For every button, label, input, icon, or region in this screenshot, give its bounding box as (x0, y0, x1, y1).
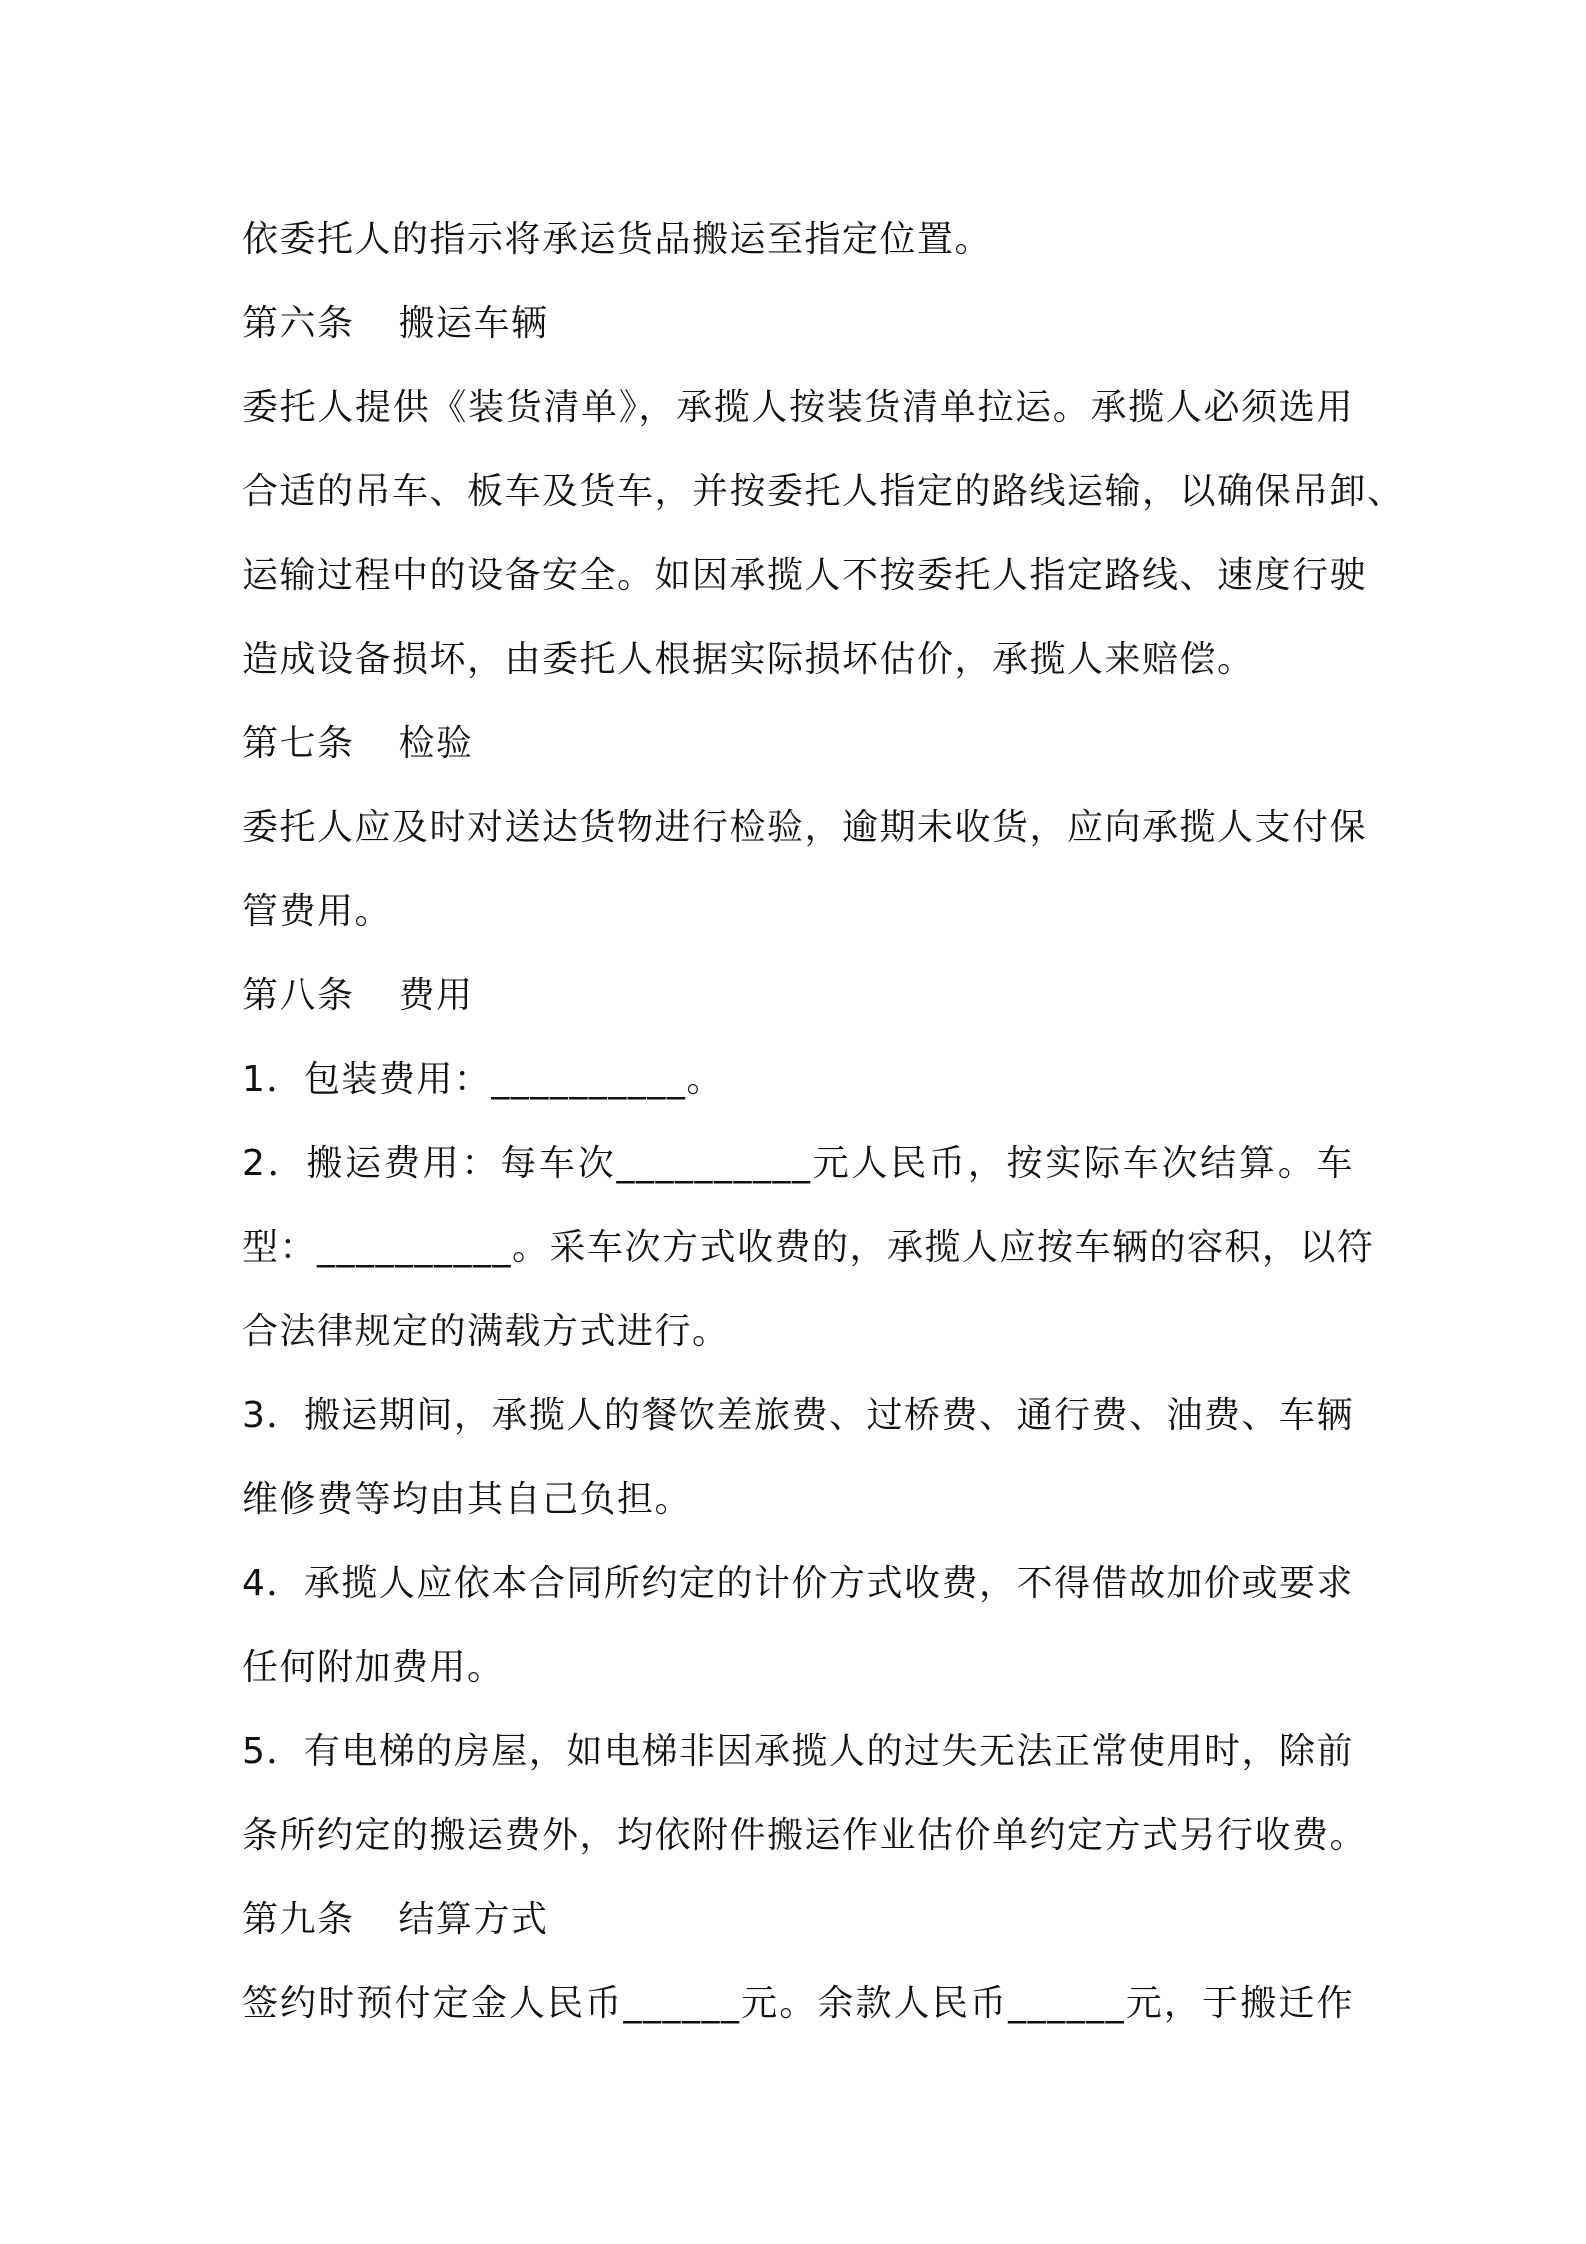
paragraph-line: 3．搬运期间，承揽人的餐饮差旅费、过桥费、通行费、油费、车辆 (242, 1395, 1354, 1436)
article-title: 费用 (398, 975, 474, 1016)
paragraph-line: 依委托人的指示将承运货品搬运至指定位置。 (242, 219, 993, 260)
article-number: 第七条 (242, 723, 355, 764)
article-heading (242, 282, 1354, 366)
paragraph-line: 4．承揽人应依本合同所约定的计价方式收费，不得借故加价或要求 (242, 1563, 1354, 1604)
article-number: 第八条 (242, 975, 355, 1016)
paragraph-line: 合适的吊车、板车及货车，并按委托人指定的路线运输，以确保吊卸、 (242, 471, 1405, 512)
paragraph-line: 运输过程中的设备安全。如因承揽人不按委托人指定路线、速度行驶 (242, 555, 1368, 596)
paragraph-line: 造成设备损坏，由委托人根据实际损坏估价，承揽人来赔偿。 (242, 639, 1255, 680)
paragraph-line: 1．包装费用：__________。 (242, 1059, 724, 1100)
article-heading (242, 1878, 1354, 1962)
article-heading (242, 954, 1354, 1038)
article-title: 结算方式 (398, 1899, 549, 1940)
paragraph-line: 委托人提供《装货清单》，承揽人按装货清单拉运。承揽人必须选用 (242, 387, 1354, 428)
article-title: 检验 (398, 723, 474, 764)
paragraph-line: 任何附加费用。 (242, 1647, 505, 1688)
paragraph-line: 委托人应及时对送达货物进行检验，逾期未收货，应向承揽人支付保 (242, 807, 1368, 848)
paragraph-line: 5．有电梯的房屋，如电梯非因承揽人的过失无法正常使用时，除前 (242, 1731, 1354, 1772)
paragraph-line: 签约时预付定金人民币______元。余款人民币______元，于搬迁作 (242, 1983, 1354, 2024)
article-number: 第九条 (242, 1899, 355, 1940)
paragraph-line: 条所约定的搬运费外，均依附件搬运作业估价单约定方式另行收费。 (242, 1815, 1368, 1856)
paragraph-line: 合法律规定的满载方式进行。 (242, 1311, 730, 1352)
paragraph-line: 2．搬运费用：每车次__________元人民币，按实际车次结算。车 (242, 1143, 1354, 1184)
paragraph-line: 型：__________。采车次方式收费的，承揽人应按车辆的容积，以符 (242, 1227, 1375, 1268)
article-number: 第六条 (242, 303, 355, 344)
article-heading (242, 702, 1354, 786)
document-body (242, 198, 1405, 2046)
article-title: 搬运车辆 (398, 303, 549, 344)
paragraph-line: 维修费等均由其自己负担。 (242, 1479, 693, 1520)
paragraph-line: 管费用。 (242, 891, 393, 932)
